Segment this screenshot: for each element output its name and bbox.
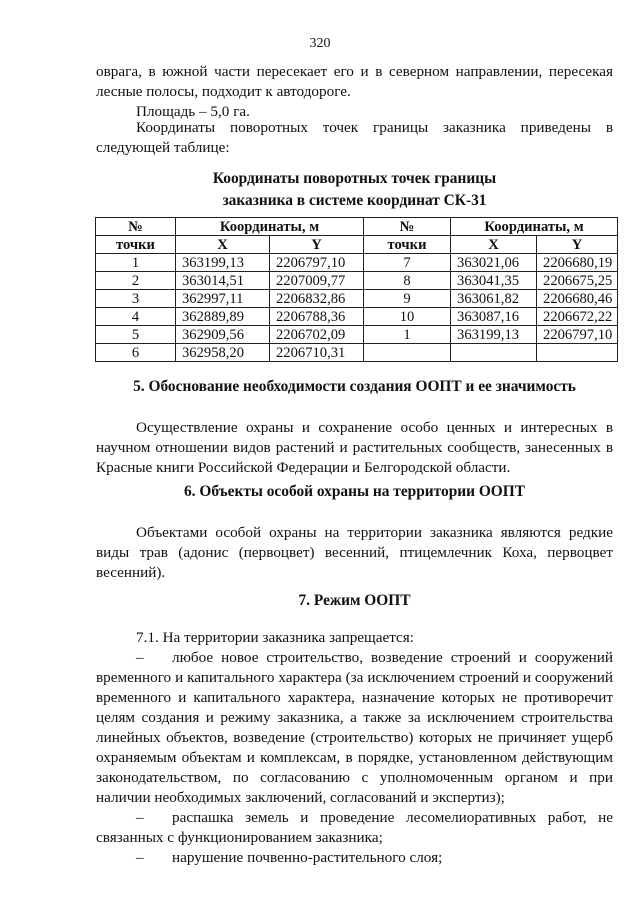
point-number: 7 <box>364 254 451 272</box>
coord-y: 2206680,19 <box>537 254 618 272</box>
coord-y: 2206702,09 <box>270 326 364 344</box>
list-dash: – <box>136 649 144 666</box>
coords-intro-paragraph: Координаты поворотных точек границы заказника приведены в следующей таблице: <box>96 119 613 156</box>
point-number: 5 <box>96 326 176 344</box>
table-title-line-1: Координаты поворотных точек границы <box>212 170 497 187</box>
coord-x: 363014,51 <box>176 272 270 290</box>
section-7-1-text: 7.1. На территории заказника запрещается: <box>136 629 414 646</box>
table-row <box>96 344 618 362</box>
page-number: 320 <box>309 36 331 51</box>
header-num-right: № <box>364 218 451 236</box>
prohibition-item-1 <box>96 648 613 808</box>
header-x-left: X <box>176 236 270 254</box>
list-dash: – <box>136 849 144 866</box>
intro-line-2: лесные полосы, подходит к автодороге. <box>96 83 351 100</box>
coord-x: 363021,06 <box>451 254 537 272</box>
coord-y: 2206710,31 <box>270 344 364 362</box>
point-number: 2 <box>96 272 176 290</box>
header-num-left: № <box>96 218 176 236</box>
table-row <box>96 326 618 344</box>
header-y-left: Y <box>270 236 364 254</box>
table-header-row-1 <box>96 218 618 236</box>
coord-x: 362909,56 <box>176 326 270 344</box>
coord-y <box>537 344 618 362</box>
table-row <box>96 254 618 272</box>
point-number: 3 <box>96 290 176 308</box>
table-header-row-2 <box>96 236 618 254</box>
coord-y: 2206680,46 <box>537 290 618 308</box>
header-points-left: точки <box>96 236 176 254</box>
coord-x: 363199,13 <box>451 326 537 344</box>
coord-x: 362997,11 <box>176 290 270 308</box>
point-number: 8 <box>364 272 451 290</box>
section-6-text: Объектами особой охраны на территории заказника являются редкие виды трав (адонис (первоцвет) весенний, птицемлечник Коха, первоцвет весенний). <box>96 524 613 581</box>
prohibition-item-2-text: распашка земель и проведение лесомелиоративных работ, не связанных с функционированием заказника; <box>96 809 613 846</box>
coord-y: 2206788,36 <box>270 308 364 326</box>
section-5-heading: 5. Обоснование необходимости создания ООПТ и ее значимость <box>133 378 576 395</box>
section-6-heading: 6. Объекты особой охраны на территории ООПТ <box>183 483 526 500</box>
coord-x: 363061,82 <box>451 290 537 308</box>
point-number: 4 <box>96 308 176 326</box>
coordinates-table <box>95 217 618 362</box>
list-dash: – <box>136 809 144 826</box>
prohibition-item-1-text: любое новое строительство, возведение строений и сооружений временного и капитального характера (за исключением строений и сооружений временного и капитального характера, назначение которых не противоречит целям создания и режиму заказника, а также за исключением строительства линейных объектов, возведение (строительство) которых не причиняет ущерб охраняемым объектам и комплексам, в порядке, установленном действующим законодательством, по согласованию с уполномоченным органом и при наличии необходимых заключений, согласований и экспертиз); <box>96 649 613 806</box>
point-number: 6 <box>96 344 176 362</box>
coord-y: 2206797,10 <box>270 254 364 272</box>
intro-line-1: оврага, в южной части пересекает его и в северном направлении, пересекая <box>96 63 613 80</box>
table-row <box>96 308 618 326</box>
table-row <box>96 272 618 290</box>
coord-y: 2206832,86 <box>270 290 364 308</box>
header-x-right: X <box>451 236 537 254</box>
table-title-line-2: заказника в системе координат СК-31 <box>222 192 487 209</box>
prohibition-item-3-text: нарушение почвенно-растительного слоя; <box>172 849 443 866</box>
coord-y: 2206675,25 <box>537 272 618 290</box>
prohibition-item-3 <box>96 848 613 868</box>
point-number: 9 <box>364 290 451 308</box>
header-y-right: Y <box>537 236 618 254</box>
point-number: 1 <box>364 326 451 344</box>
coord-x: 362889,89 <box>176 308 270 326</box>
point-number: 10 <box>364 308 451 326</box>
header-coords-left: Координаты, м <box>176 218 364 236</box>
table-row <box>96 290 618 308</box>
table-title <box>96 168 613 212</box>
point-number: 1 <box>96 254 176 272</box>
coord-x: 363199,13 <box>176 254 270 272</box>
coord-y: 2206797,10 <box>537 326 618 344</box>
coord-y: 2206672,22 <box>537 308 618 326</box>
section-5-text: Осуществление охраны и сохранение особо ценных и интересных в научном отношении видов растений и растительных сообществ, занесенных в Красные книги Российской Федерации и Белгородской области. <box>96 419 613 476</box>
coord-x: 363087,16 <box>451 308 537 326</box>
intro-paragraph <box>96 62 613 102</box>
header-points-right: точки <box>364 236 451 254</box>
prohibition-item-2 <box>96 808 613 848</box>
coord-y: 2207009,77 <box>270 272 364 290</box>
coord-x: 363041,35 <box>451 272 537 290</box>
coord-x <box>451 344 537 362</box>
header-coords-right: Координаты, м <box>451 218 618 236</box>
section-7-heading: 7. Режим ООПТ <box>298 592 411 609</box>
point-number <box>364 344 451 362</box>
coord-x: 362958,20 <box>176 344 270 362</box>
area-paragraph: Площадь – 5,0 га. <box>136 103 250 120</box>
